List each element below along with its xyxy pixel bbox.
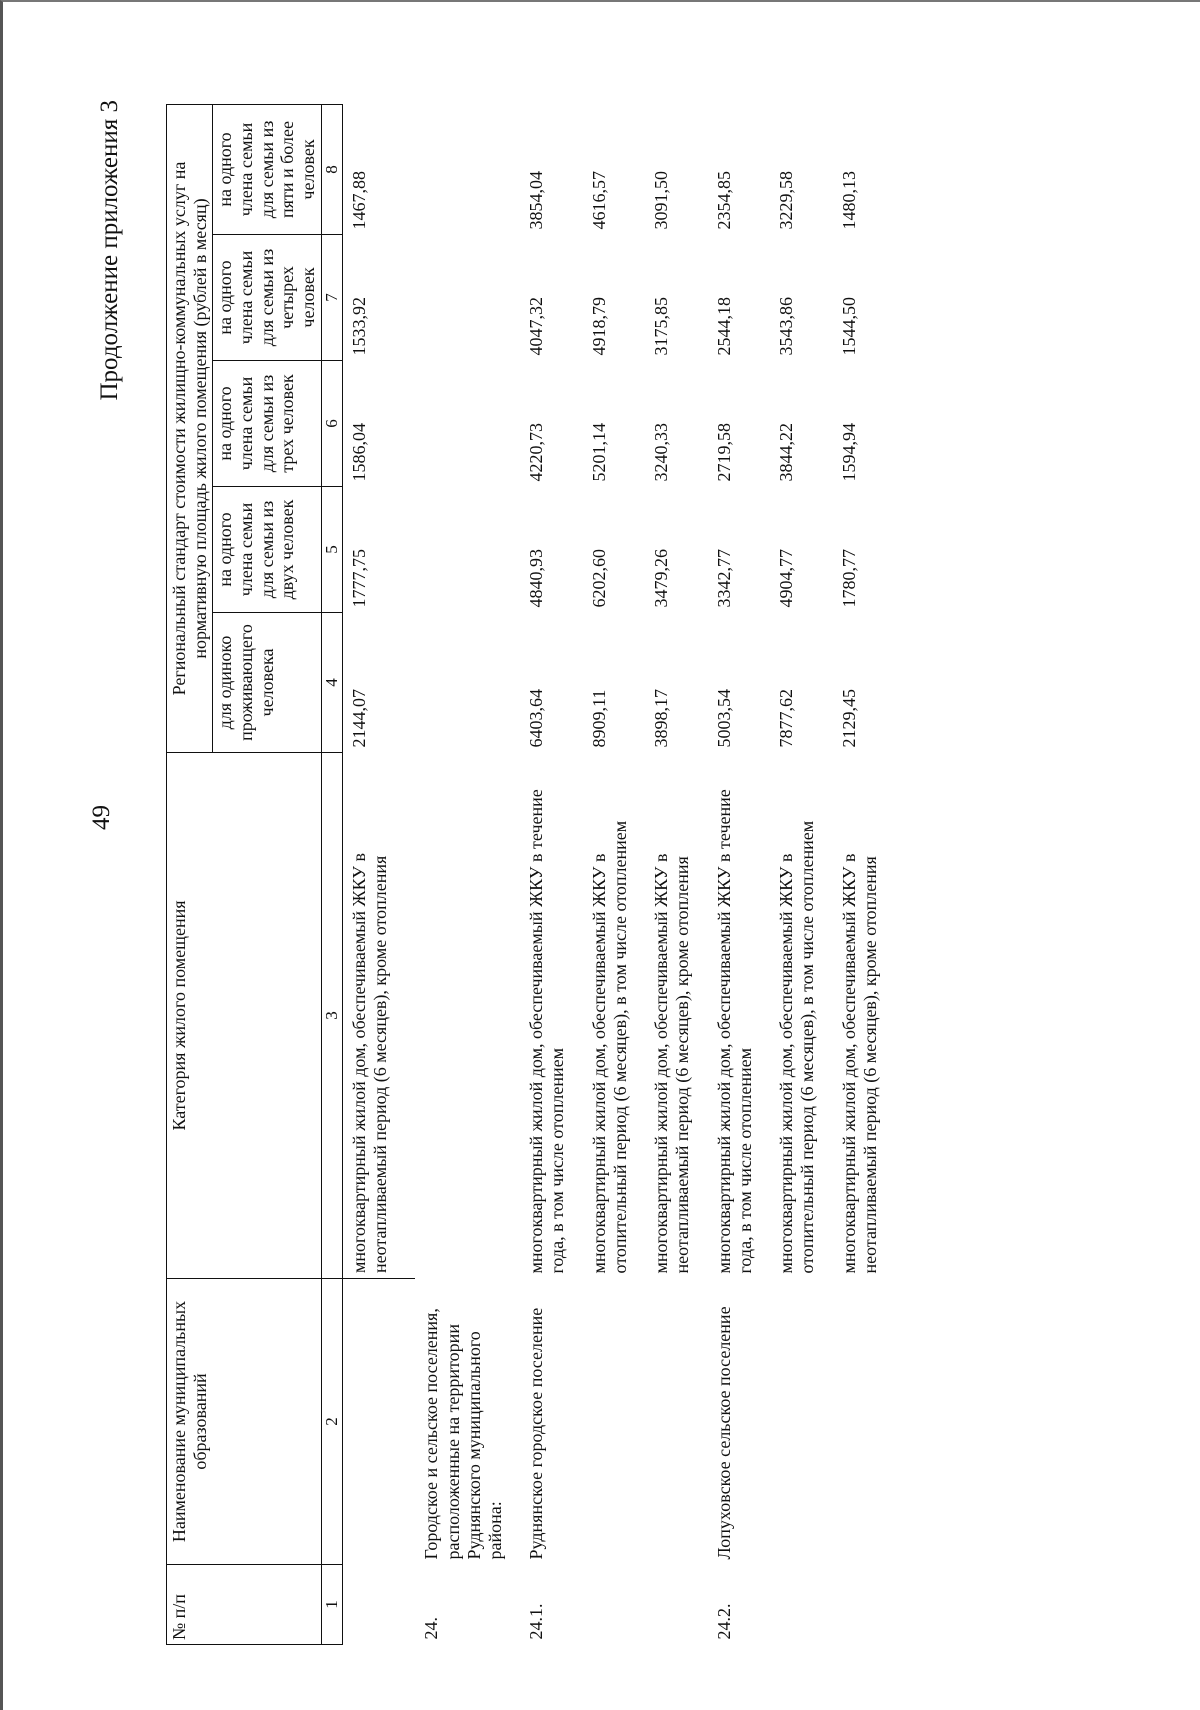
column-number: 1 [321, 1565, 342, 1645]
value-family-3: 3844,22 [776, 423, 797, 482]
value-family-2: 4840,93 [526, 549, 547, 608]
row-number [583, 1565, 645, 1645]
column-number: 2 [321, 1279, 342, 1565]
value-single: 2129,45 [838, 689, 859, 748]
header-family-3: на одного члена семьи для семьи из трех человек [213, 361, 321, 487]
standards-table [166, 104, 887, 1645]
value-family-5: 2354,85 [713, 171, 734, 230]
row-number [645, 1565, 707, 1645]
housing-category: многоквартирный жилой дом, обеспечиваемый ЖКУ в неотапливаемый период (6 месяцев), кроме отопления [342, 753, 415, 1279]
value-family-2 [415, 487, 520, 613]
column-number: 3 [321, 753, 342, 1279]
value-family-2: 6202,60 [588, 549, 609, 608]
value-family-2: 1780,77 [838, 549, 859, 608]
housing-category: многоквартирный жилой дом, обеспечиваемый ЖКУ в неотапливаемый период (6 месяцев), кроме отопления [651, 853, 693, 1274]
row-number [770, 1565, 832, 1645]
column-number: 7 [321, 235, 342, 361]
value-family-5: 3854,04 [526, 171, 547, 230]
header-municipality: Наименование муниципальных образований [167, 1279, 322, 1565]
column-number: 4 [321, 613, 342, 753]
table-row [520, 104, 582, 1644]
value-family-5: 4616,57 [588, 171, 609, 230]
value-family-5 [415, 104, 520, 234]
row-number: 24.2. [713, 1603, 734, 1640]
municipality-name [342, 1279, 415, 1565]
municipality-name [583, 1279, 645, 1565]
table-row [342, 104, 415, 1644]
header-family-5: на одного члена семьи для семьи из пяти и более человек [213, 104, 321, 234]
value-single: 2144,07 [348, 689, 369, 748]
header-family-4: на одного члена семьи для семьи из четырех человек [213, 235, 321, 361]
header-number: № п/п [167, 1565, 322, 1645]
municipality-name: Руднянское городское поселение [526, 1307, 547, 1560]
municipality-name [770, 1279, 832, 1565]
value-family-4: 4047,32 [526, 297, 547, 356]
housing-category: многоквартирный жилой дом, обеспечиваемый ЖКУ в течение года, в том числе отоплением [713, 789, 755, 1274]
value-family-4 [415, 235, 520, 361]
table-row [583, 104, 645, 1644]
table-row [415, 104, 520, 1644]
table-row [645, 104, 707, 1644]
value-family-2: 3479,26 [651, 549, 672, 608]
value-family-2: 4904,77 [776, 549, 797, 608]
row-number: 24. [421, 1617, 442, 1640]
column-number: 6 [321, 361, 342, 487]
header-regional-standard: Региональный стандарт стоимости жилищно-коммунальных услуг на нормативную площадь жилого помещения (рублей в месяц) [167, 104, 213, 752]
table-row [770, 104, 832, 1644]
value-family-5: 3091,50 [651, 171, 672, 230]
value-family-4: 4918,79 [588, 297, 609, 356]
column-number: 5 [321, 487, 342, 613]
housing-category: многоквартирный жилой дом, обеспечиваемый ЖКУ в неотапливаемый период (6 месяцев), кроме отопления [838, 853, 880, 1274]
housing-category [415, 753, 520, 1279]
housing-category: многоквартирный жилой дом, обеспечиваемый ЖКУ в отопительный период (6 месяцев), в том числе отоплением [588, 820, 630, 1274]
value-family-5: 3229,58 [776, 171, 797, 230]
row-number [342, 1565, 415, 1645]
value-family-4: 2544,18 [713, 297, 734, 356]
row-number [833, 1565, 887, 1645]
value-single: 3898,17 [651, 689, 672, 748]
value-family-4: 1544,50 [838, 297, 859, 356]
value-single: 8909,11 [588, 689, 609, 748]
municipality-name: Городское и сельское поселения, расположенные на территории Руднянского муниципального района: [421, 1308, 505, 1560]
row-number: 24.1. [526, 1603, 547, 1640]
value-family-4: 3543,86 [776, 297, 797, 356]
value-family-2: 3342,77 [713, 549, 734, 608]
table-row [708, 104, 770, 1644]
municipality-name: Лопуховское сельское поселение [713, 1306, 734, 1560]
value-family-5: 1480,13 [838, 171, 859, 230]
value-family-2: 1777,75 [348, 549, 369, 608]
value-family-3: 4220,73 [526, 423, 547, 482]
table-row [833, 104, 887, 1644]
page-number: 49 [88, 805, 115, 830]
value-single: 5003,54 [713, 689, 734, 748]
appendix-title: Продолжение приложения 3 [96, 100, 123, 401]
value-family-3: 3240,33 [651, 423, 672, 482]
value-family-3: 2719,58 [713, 423, 734, 482]
value-family-3: 1586,04 [348, 423, 369, 482]
housing-category: многоквартирный жилой дом, обеспечиваемый ЖКУ в течение года, в том числе отоплением [526, 789, 568, 1274]
housing-category: многоквартирный жилой дом, обеспечиваемый ЖКУ в отопительный период (6 месяцев), в том числе отоплением [776, 820, 818, 1274]
value-family-5: 1467,88 [348, 171, 369, 230]
value-family-3: 1594,94 [838, 423, 859, 482]
value-family-3 [415, 361, 520, 487]
column-number-row [321, 104, 342, 1644]
header-single: для одиноко проживающего человека [213, 613, 321, 753]
value-single: 7877,62 [776, 689, 797, 748]
municipality-name [645, 1279, 707, 1565]
value-family-4: 1533,92 [348, 297, 369, 356]
value-family-4: 3175,85 [651, 297, 672, 356]
value-single [415, 613, 520, 753]
value-single: 6403,64 [526, 689, 547, 748]
value-family-3: 5201,14 [588, 423, 609, 482]
header-family-2: на одного члена семьи для семьи из двух человек [213, 487, 321, 613]
table-header [167, 104, 343, 1644]
municipality-name [833, 1279, 887, 1565]
header-category: Категория жилого помещения [167, 753, 322, 1279]
column-number: 8 [321, 104, 342, 234]
